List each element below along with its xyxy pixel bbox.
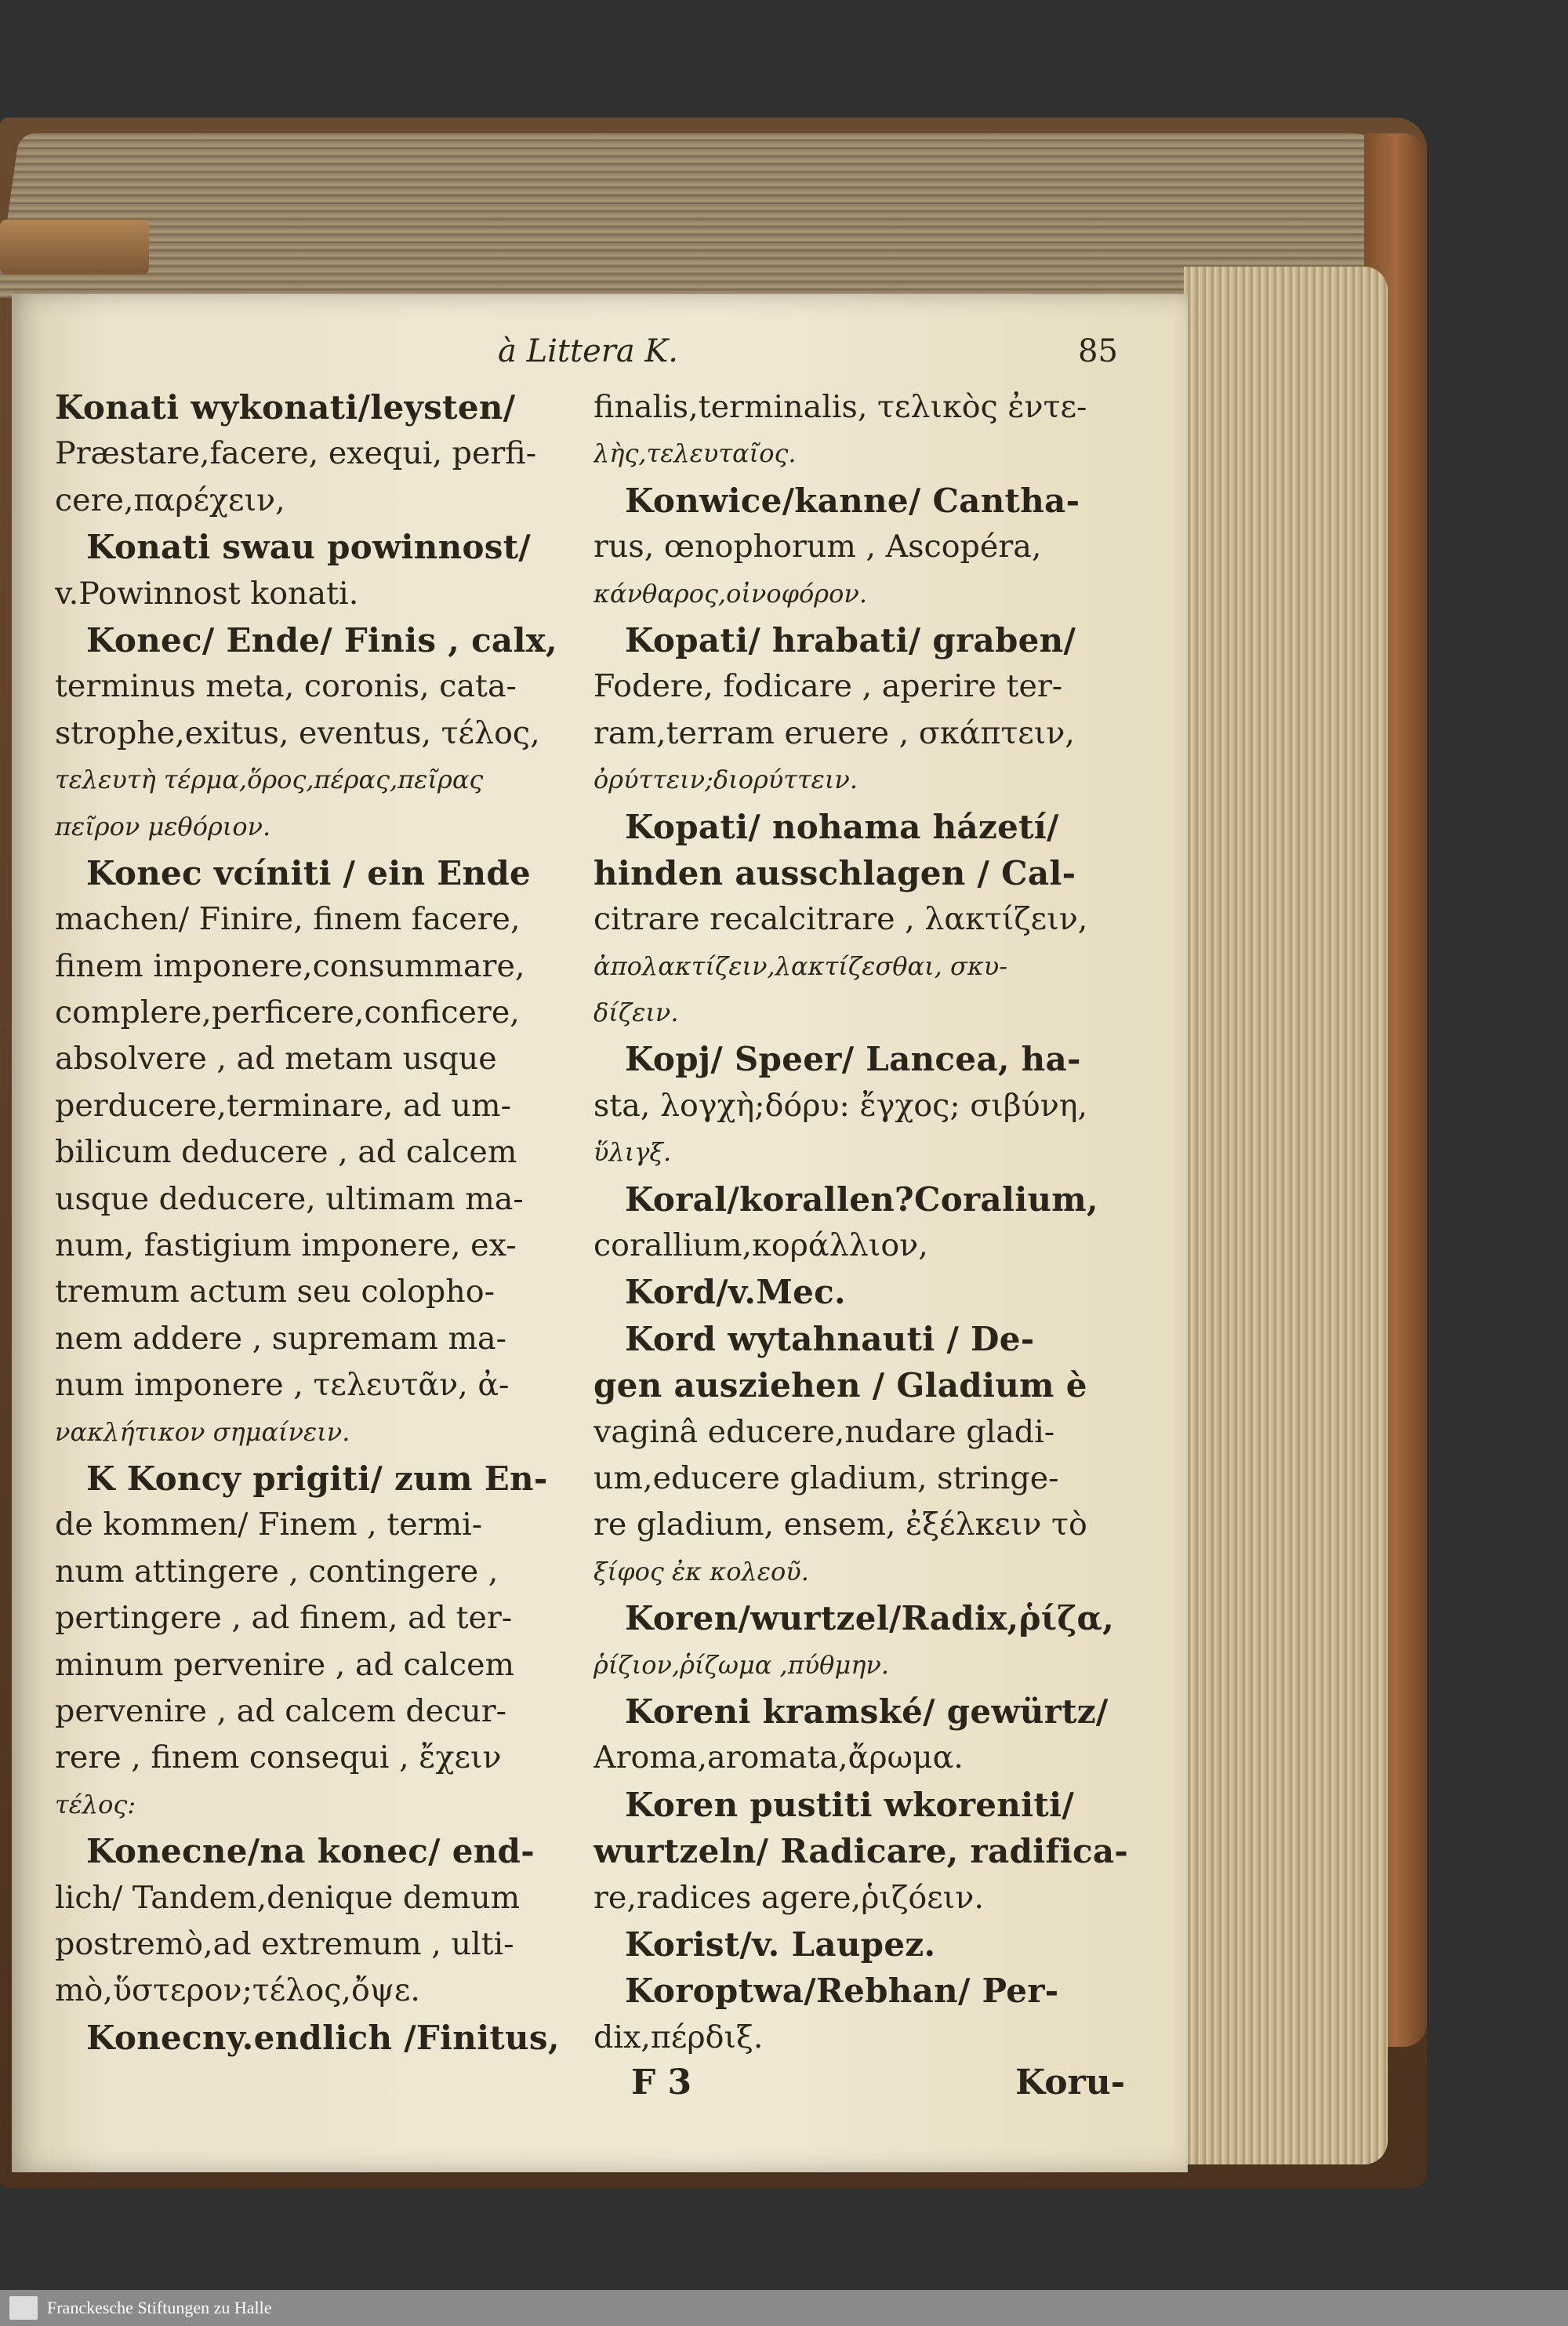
catchword: Koru-: [1015, 2063, 1126, 2102]
right-column-line: vaginâ educere,nudare gladi-: [593, 1413, 1055, 1450]
credit-text: Franckesche Stiftungen zu Halle: [47, 2298, 272, 2317]
right-column-line: citrare recalcitrare , λακτίζειν,: [593, 901, 1088, 938]
page-number: 85: [1078, 333, 1118, 369]
left-column-line: Præstare,facere, exequi, perfi-: [55, 435, 537, 472]
left-column-line: cere,παρέχειν,: [55, 482, 285, 518]
left-column-line: Konec/ Ende/ Finis , calx,: [86, 620, 557, 660]
right-column: [593, 384, 1146, 2061]
left-column-line: strophe,exitus, eventus, τέλος,: [55, 714, 540, 751]
right-column-line: dix,πέρδιξ.: [593, 2019, 764, 2055]
right-column-line: Kopati/ hrabati/ graben/: [625, 620, 1076, 660]
right-column-line: Koroptwa/Rebhan/ Per-: [625, 1972, 1059, 2011]
left-column-line: pertingere , ad finem, ad ter-: [55, 1600, 513, 1637]
right-column-line: finalis,terminalis, τελικὸς ἐντε-: [593, 389, 1087, 425]
credit-bar: [0, 2290, 1568, 2326]
left-column-line: Konati swau powinnost/: [86, 528, 532, 567]
right-column-line: rus, œnophorum , Ascopéra,: [593, 529, 1042, 565]
left-column-line: v.Powinnost konati.: [55, 575, 359, 612]
right-column-line: ὀρύττειν;διορύττειν.: [593, 765, 858, 795]
left-column-line: νακλήτικον σημαίνειν.: [55, 1416, 350, 1447]
right-column-line: Kopj/ Speer/ Lancea, ha-: [625, 1040, 1081, 1079]
left-column-line: nem addere , supremam ma-: [55, 1320, 507, 1357]
right-column-line: hinden ausschlagen / Cal-: [593, 853, 1076, 892]
left-column-line: postremò,ad extremum , ulti-: [55, 1925, 514, 1962]
left-column-line: rere , finem consequi , ἔχειν: [55, 1739, 502, 1776]
left-column-line: complere,perficere,conficere,: [55, 994, 520, 1031]
left-column-line: tremum actum seu colopho-: [55, 1274, 495, 1310]
left-column-line: machen/ Finire, finem facere,: [55, 901, 521, 938]
left-column-line: absolvere , ad metam usque: [55, 1041, 497, 1078]
right-column-line: Konwice/kanne/ Cantha-: [625, 481, 1080, 520]
left-column-line: de kommen/ Finem , termi-: [55, 1506, 483, 1543]
left-column-line: finem imponere,consummare,: [55, 947, 525, 984]
book-spine: [0, 220, 149, 274]
left-column-line: Konecne/na konec/ end-: [86, 1832, 535, 1871]
right-column-line: Koreni kramské/ gewürtz/: [625, 1692, 1109, 1731]
left-column-line: num, fastigium imponere, ex-: [55, 1227, 517, 1264]
right-column-line: κάνθαρος,οἰνοφόρον.: [593, 578, 867, 609]
right-column-line: wurtzeln/ Radicare, radifica-: [593, 1832, 1129, 1871]
right-column-line: Korist/v. Laupez.: [625, 1924, 936, 1964]
page-footer: [12, 2063, 1188, 2117]
left-column-line: minum pervenire , ad calcem: [55, 1646, 515, 1683]
right-column-line: δίζειν.: [593, 998, 679, 1028]
left-column-line: πεῖρον μεθόριον.: [55, 811, 271, 841]
right-column-line: Fodere, fodicare , aperire ter-: [593, 668, 1063, 705]
left-column-line: Konati wykonati/leysten/: [55, 388, 516, 427]
right-column-line: um,educere gladium, stringe-: [593, 1459, 1059, 1496]
right-column-line: Aroma,aromata,ἄρωμα.: [593, 1739, 964, 1776]
right-column-line: Koren/wurtzel/Radix,ῥίζα,: [625, 1599, 1115, 1638]
book-page-edges-side: [1184, 267, 1388, 2164]
left-column: [55, 384, 588, 2061]
book-page: [12, 294, 1188, 2172]
left-column-line: mò,ὕστερον;τέλος,ὄψε.: [55, 1972, 420, 2009]
running-head: [12, 333, 1188, 380]
left-column-line: Konecny.endlich /Finitus,: [86, 2018, 560, 2057]
right-column-line: sta, λογχὴ;δόρυ: ἔγχος; σιβύνη,: [593, 1087, 1088, 1124]
running-title: à Littera K.: [498, 333, 679, 369]
institution-logo-icon: [9, 2296, 38, 2320]
left-column-line: Konec vcíniti / ein Ende: [86, 853, 532, 892]
right-column-line: ram,terram eruere , σκάπτειν,: [593, 714, 1075, 751]
right-column-line: re,radices agere,ῥιζόειν.: [593, 1879, 984, 1916]
left-column-line: K Koncy prigiti/ zum En-: [86, 1459, 548, 1498]
left-column-line: num imponere , τελευτᾶν, ἀ-: [55, 1367, 510, 1404]
right-column-line: gen ausziehen / Gladium è: [593, 1366, 1087, 1405]
right-column-line: λὴς,τελευταῖος.: [593, 438, 797, 469]
left-column-line: perducere,terminare, ad um-: [55, 1087, 511, 1124]
right-column-line: Kord/v.Mec.: [625, 1273, 846, 1312]
right-column-line: corallium,κοράλλιον,: [593, 1227, 928, 1264]
right-column-line: ῥίζιον,ῥίζωμα ,πύθμην.: [593, 1649, 890, 1680]
left-column-line: terminus meta, coronis, cata-: [55, 668, 517, 705]
right-column-line: re gladium, ensem, ἐξέλκειν τὸ: [593, 1506, 1087, 1543]
left-column-line: τέλος:: [55, 1789, 136, 1819]
right-column-line: Koral/korallen?Coralium,: [625, 1179, 1098, 1219]
left-column-line: bilicum deducere , ad calcem: [55, 1134, 517, 1171]
right-column-line: Kord wytahnauti / De-: [625, 1319, 1035, 1358]
right-column-line: ξίφος ἐκ κολεοῦ.: [593, 1556, 809, 1586]
right-column-line: ἀπολακτίζειν,λακτίζεσθαι, σκυ-: [593, 950, 1008, 981]
right-column-line: ὕλιγξ.: [593, 1137, 672, 1168]
left-column-line: num attingere , contingere ,: [55, 1553, 499, 1590]
left-column-line: usque deducere, ultimam ma-: [55, 1180, 524, 1217]
left-column-line: pervenire , ad calcem decur-: [55, 1692, 507, 1729]
signature-mark: F 3: [631, 2063, 692, 2102]
right-column-line: Kopati/ nohama házetí/: [625, 807, 1059, 846]
right-column-line: Koren pustiti wkoreniti/: [625, 1785, 1074, 1824]
left-column-line: lich/ Tandem,denique demum: [55, 1879, 521, 1916]
left-column-line: τελευτὴ τέρμα,ὅρος,πέρας,πεῖρας: [55, 765, 484, 795]
